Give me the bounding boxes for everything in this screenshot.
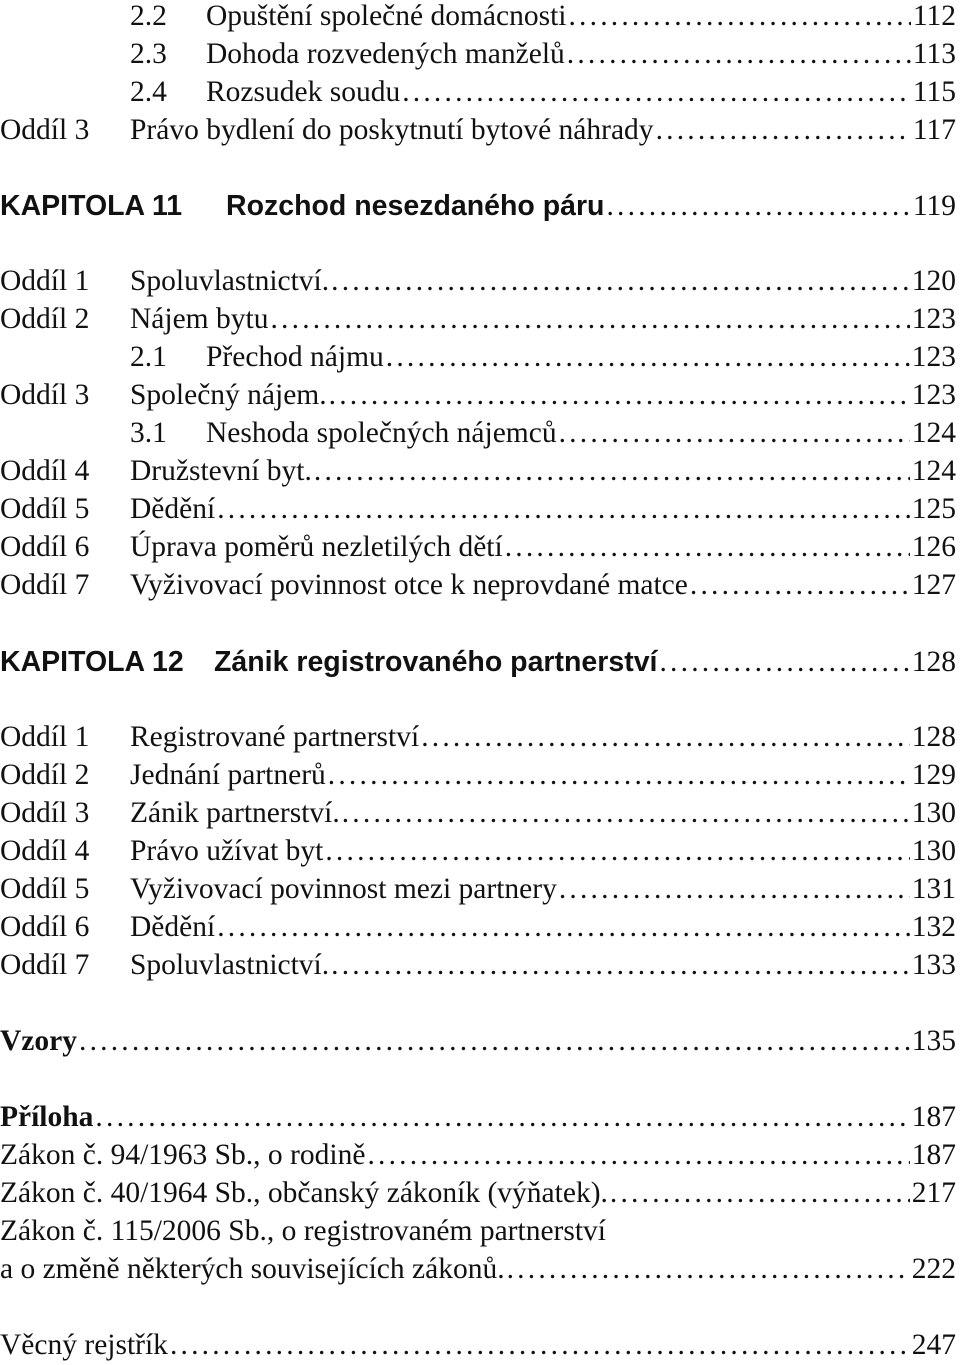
dot-leader <box>568 0 910 35</box>
toc-entry-chapter[interactable] <box>0 187 956 225</box>
dot-leader <box>95 1098 909 1136</box>
toc-entry-appendix-item-continued[interactable] <box>0 1250 956 1288</box>
toc-entry-section[interactable] <box>0 262 956 300</box>
toc-entry-page-number: 124 <box>911 455 956 487</box>
dot-leader <box>217 908 910 946</box>
toc-entry-page-number: 222 <box>911 1253 956 1285</box>
toc-entry-page-number: 247 <box>911 1329 956 1361</box>
toc-entry-section-label: Oddíl 3 <box>0 114 90 146</box>
toc-entry-page-number: 123 <box>911 341 956 373</box>
toc-entry-part[interactable] <box>0 1098 956 1136</box>
toc-entry-chapter-title: Zánik registrovaného partnerství <box>214 646 658 678</box>
dot-leader <box>314 452 910 490</box>
toc-entry-page-number: 130 <box>911 797 956 829</box>
toc-entry-title: Družstevní byt. <box>130 455 312 487</box>
toc-entry-title: Dohoda rozvedených manželů <box>206 38 565 70</box>
toc-entry-title: Přechod nájmu <box>206 341 384 373</box>
toc-entry-section[interactable] <box>0 111 956 149</box>
toc-entry-section-label: Oddíl 5 <box>0 493 90 525</box>
dot-leader <box>328 756 910 794</box>
toc-entry-section[interactable] <box>0 870 956 908</box>
toc-entry-page-number: 124 <box>911 417 956 449</box>
dot-leader <box>559 870 910 908</box>
toc-entry-page-number: 123 <box>911 303 956 335</box>
toc-entry-subsection[interactable] <box>0 414 956 452</box>
toc-entry-section-label: Oddíl 4 <box>0 455 90 487</box>
toc-entry-title: Vyživovací povinnost otce k neprovdané matce <box>130 569 688 601</box>
toc-entry-title: Dědění <box>130 911 216 943</box>
toc-entry-title: Registrované partnerství <box>130 721 420 753</box>
toc-entry-index[interactable] <box>0 1326 956 1364</box>
dot-leader <box>567 35 911 73</box>
toc-entry-page-number: 125 <box>911 493 956 525</box>
toc-entry-page-number: 187 <box>911 1101 956 1133</box>
toc-entry-page-number: 128 <box>911 646 956 678</box>
toc-entry-title: Věcný rejstřík <box>0 1329 168 1361</box>
toc-entry-title: Vzory <box>0 1025 77 1057</box>
dot-leader <box>610 1174 910 1212</box>
toc-entry-number: 2.3 <box>130 38 167 70</box>
toc-entry-title: Společný nájem. <box>130 379 327 411</box>
dot-leader <box>79 1022 910 1060</box>
toc-entry-subsection[interactable] <box>0 35 956 73</box>
dot-leader <box>656 111 911 149</box>
toc-entry-section-label: Oddíl 4 <box>0 835 90 867</box>
dot-leader <box>342 794 910 832</box>
toc-entry-section[interactable] <box>0 794 956 832</box>
toc-entry-appendix-item[interactable] <box>0 1136 956 1174</box>
toc-entry-title: Opuštění společné domácnosti <box>206 0 567 32</box>
toc-entry-section[interactable] <box>0 452 956 490</box>
toc-entry-section-label: Oddíl 2 <box>0 303 90 335</box>
toc-entry-title: Nájem bytu <box>130 303 269 335</box>
toc-entry-title: Rozsudek soudu <box>206 76 401 108</box>
toc-entry-subsection[interactable] <box>0 73 956 111</box>
toc-entry-page-number: 130 <box>911 835 956 867</box>
toc-entry-section-label: Oddíl 7 <box>0 569 90 601</box>
toc-entry-page-number: 119 <box>912 190 956 222</box>
toc-entry-page-number: 127 <box>911 569 956 601</box>
toc-entry-title: Jednání partnerů <box>130 759 326 791</box>
toc-entry-part[interactable] <box>0 1022 956 1060</box>
toc-entry-section[interactable] <box>0 566 956 604</box>
toc-entry-title: Zákon č. 115/2006 Sb., o registrovaném partnerství <box>0 1215 606 1247</box>
toc-entry-page-number: 129 <box>911 759 956 791</box>
toc-entry-page-number: 115 <box>912 76 956 108</box>
toc-entry-number: 2.2 <box>130 0 167 32</box>
toc-entry-page-number: 123 <box>911 379 956 411</box>
toc-entry-number: 3.1 <box>130 417 167 449</box>
toc-entry-number: 2.1 <box>130 341 167 373</box>
toc-entry-title: Vyživovací povinnost mezi partnery <box>130 873 557 905</box>
dot-leader <box>331 946 910 984</box>
dot-leader <box>659 643 909 681</box>
toc-entry-page-number: 126 <box>911 531 956 563</box>
toc-entry-title: Příloha <box>0 1101 94 1133</box>
dot-leader <box>507 1250 910 1288</box>
toc-entry-page-number: 133 <box>911 949 956 981</box>
toc-entry-title: Zákon č. 40/1964 Sb., občanský zákoník (výňatek). <box>0 1177 608 1209</box>
toc-entry-section[interactable] <box>0 718 956 756</box>
toc-entry-title: Právo užívat byt <box>130 835 324 867</box>
toc-entry-section-label: Oddíl 3 <box>0 379 90 411</box>
toc-entry-page-number: 135 <box>911 1025 956 1057</box>
toc-entry-page-number: 131 <box>911 873 956 905</box>
toc-entry-title: Spoluvlastnictví. <box>130 265 330 297</box>
toc-entry-chapter-label: KAPITOLA 11 <box>0 190 183 222</box>
dot-leader <box>329 376 910 414</box>
toc-entry-title: a o změně některých souvisejících zákonů. <box>0 1253 505 1285</box>
toc-entry-page-number: 132 <box>911 911 956 943</box>
toc-entry-title: Zánik partnerství. <box>130 797 340 829</box>
dot-leader <box>170 1326 910 1364</box>
dot-leader <box>690 566 910 604</box>
toc-entry-title: Úprava poměrů nezletilých dětí <box>130 531 503 563</box>
toc-entry-section[interactable] <box>0 756 956 794</box>
dot-leader <box>606 187 910 225</box>
dot-leader <box>325 832 909 870</box>
toc-entry-page-number: 120 <box>911 265 956 297</box>
dot-leader <box>270 300 909 338</box>
toc-entry-section-label: Oddíl 1 <box>0 265 90 297</box>
toc-entry-page-number: 217 <box>911 1177 956 1209</box>
toc-entry-title: Dědění <box>130 493 216 525</box>
toc-entry-title: Právo bydlení do poskytnutí bytové náhrady <box>130 114 654 146</box>
dot-leader <box>505 528 910 566</box>
toc-entry-section-label: Oddíl 1 <box>0 721 90 753</box>
toc-entry-section[interactable] <box>0 300 956 338</box>
toc-entry-page-number: 117 <box>912 114 956 146</box>
dot-leader <box>331 262 910 300</box>
toc-entry-section[interactable] <box>0 376 956 414</box>
toc-entry-subsection[interactable] <box>0 338 956 376</box>
dot-leader <box>421 718 910 756</box>
toc-entry-chapter-title: Rozchod nesezdaného páru <box>226 190 605 222</box>
toc-entry-chapter[interactable] <box>0 643 956 681</box>
toc-entry-section-label: Oddíl 5 <box>0 873 90 905</box>
dot-leader <box>559 414 910 452</box>
toc-entry-chapter-label: KAPITOLA 12 <box>0 646 184 678</box>
toc-entry-title: Zákon č. 94/1963 Sb., o rodině <box>0 1139 366 1171</box>
toc-entry-page-number: 128 <box>911 721 956 753</box>
dot-leader <box>386 338 910 376</box>
toc-entry-appendix-item[interactable] <box>0 1212 956 1250</box>
toc-entry-section[interactable] <box>0 832 956 870</box>
toc-entry-title: Spoluvlastnictví. <box>130 949 330 981</box>
toc-entry-page-number: 187 <box>911 1139 956 1171</box>
toc-entry-subsection[interactable] <box>0 0 956 35</box>
toc-entry-section-label: Oddíl 6 <box>0 911 90 943</box>
toc-entry-section-label: Oddíl 6 <box>0 531 90 563</box>
dot-leader <box>402 73 911 111</box>
toc-entry-title: Neshoda společných nájemců <box>206 417 557 449</box>
toc-entry-section-label: Oddíl 7 <box>0 949 90 981</box>
dot-leader <box>217 490 910 528</box>
dot-leader <box>367 1136 909 1174</box>
toc-entry-page-number: 112 <box>912 0 956 32</box>
toc-entry-section[interactable] <box>0 528 956 566</box>
toc-entry-number: 2.4 <box>130 76 167 108</box>
toc-entry-section[interactable] <box>0 946 956 984</box>
toc-entry-section[interactable] <box>0 908 956 946</box>
toc-entry-section-label: Oddíl 3 <box>0 797 90 829</box>
toc-entry-section[interactable] <box>0 490 956 528</box>
toc-entry-page-number: 113 <box>912 38 956 70</box>
toc-entry-section-label: Oddíl 2 <box>0 759 90 791</box>
toc-entry-appendix-item[interactable] <box>0 1174 956 1212</box>
